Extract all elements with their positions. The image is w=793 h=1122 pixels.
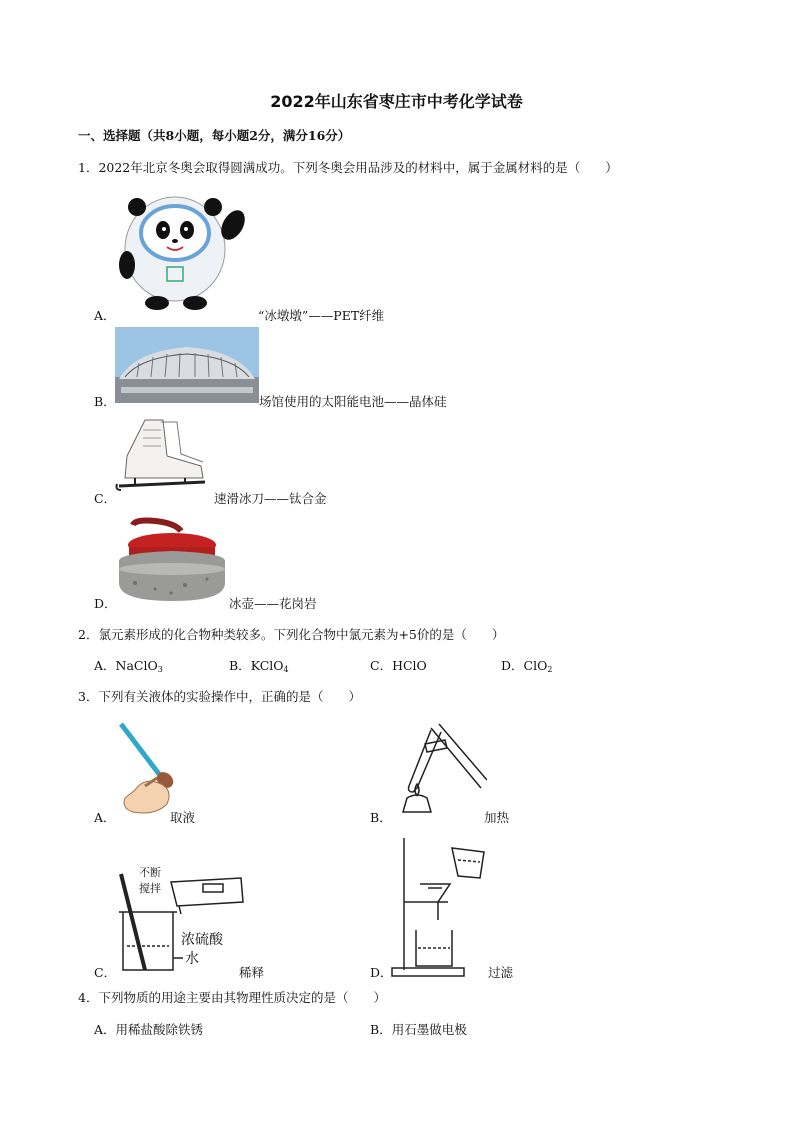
q2-option-c: C．HClO (370, 658, 427, 673)
curling-stone-image (115, 517, 229, 605)
mascot-image (115, 185, 255, 313)
q4-option-a: A．用稀盐酸除铁锈 (94, 1022, 204, 1037)
question-2-stem: 2．氯元素形成的化合物种类较多。下列化合物中氯元素为+5价的是（ ） (78, 627, 505, 642)
question-4-stem: 4．下列物质的用途主要由其物理性质决定的是（ ） (78, 990, 386, 1005)
dilution-image (115, 862, 245, 978)
stir-label-2: 搅拌 (139, 882, 161, 895)
skates-image (115, 416, 207, 498)
water-label: 水 (185, 951, 199, 967)
acid-label: 浓硫酸 (181, 932, 223, 948)
q3-option-d-letter: D． (370, 965, 393, 980)
q3-option-a-text: 取液 (170, 810, 196, 825)
q3-option-d-text: 过滤 (488, 965, 514, 980)
q3-option-c-text: 稀释 (239, 965, 265, 980)
q1-option-b-text: 场馆使用的太阳能电池——晶体硅 (259, 394, 447, 409)
exam-title: 2022年山东省枣庄市中考化学试卷 (270, 92, 523, 111)
q2-option-d: D．ClO$_2$ (501, 658, 553, 674)
q1-option-c-text: 速滑冰刀——钛合金 (214, 491, 327, 506)
question-3-stem: 3．下列有关液体的实验操作中，正确的是（ ） (78, 689, 361, 704)
stir-label: 不断 (139, 866, 161, 879)
q2-option-a: A．NaClO$_3$ (94, 658, 163, 674)
q3-option-c-letter: C． (94, 965, 117, 980)
q2-option-b: B．KClO$_4$ (229, 658, 289, 674)
q1-option-a-text: “冰墩墩”——PET纤维 (258, 308, 385, 323)
heating-apparatus-image (395, 720, 487, 818)
q3-option-a-letter: A． (94, 810, 116, 825)
filtration-image (388, 836, 488, 978)
q1-option-c-letter: C． (94, 491, 117, 506)
q1-option-b-letter: B． (94, 394, 116, 409)
q1-option-a-letter: A． (94, 308, 116, 323)
section-heading: 一、选择题（共8小题，每小题2分，满分16分） (78, 128, 351, 143)
dropper-image (115, 720, 185, 818)
q3-option-b-letter: B． (370, 810, 392, 825)
q3-option-b-text: 加热 (484, 810, 510, 825)
q1-option-d-text: 冰壶——花岗岩 (229, 596, 317, 611)
question-1-stem: 1．2022年北京冬奥会取得圆满成功。下列冬奥会用品涉及的材料中，属于金属材料的是（ ） (78, 160, 618, 175)
q4-option-b: B．用石墨做电极 (370, 1022, 467, 1037)
stadium-image (115, 327, 259, 403)
q1-option-d-letter: D． (94, 596, 117, 611)
